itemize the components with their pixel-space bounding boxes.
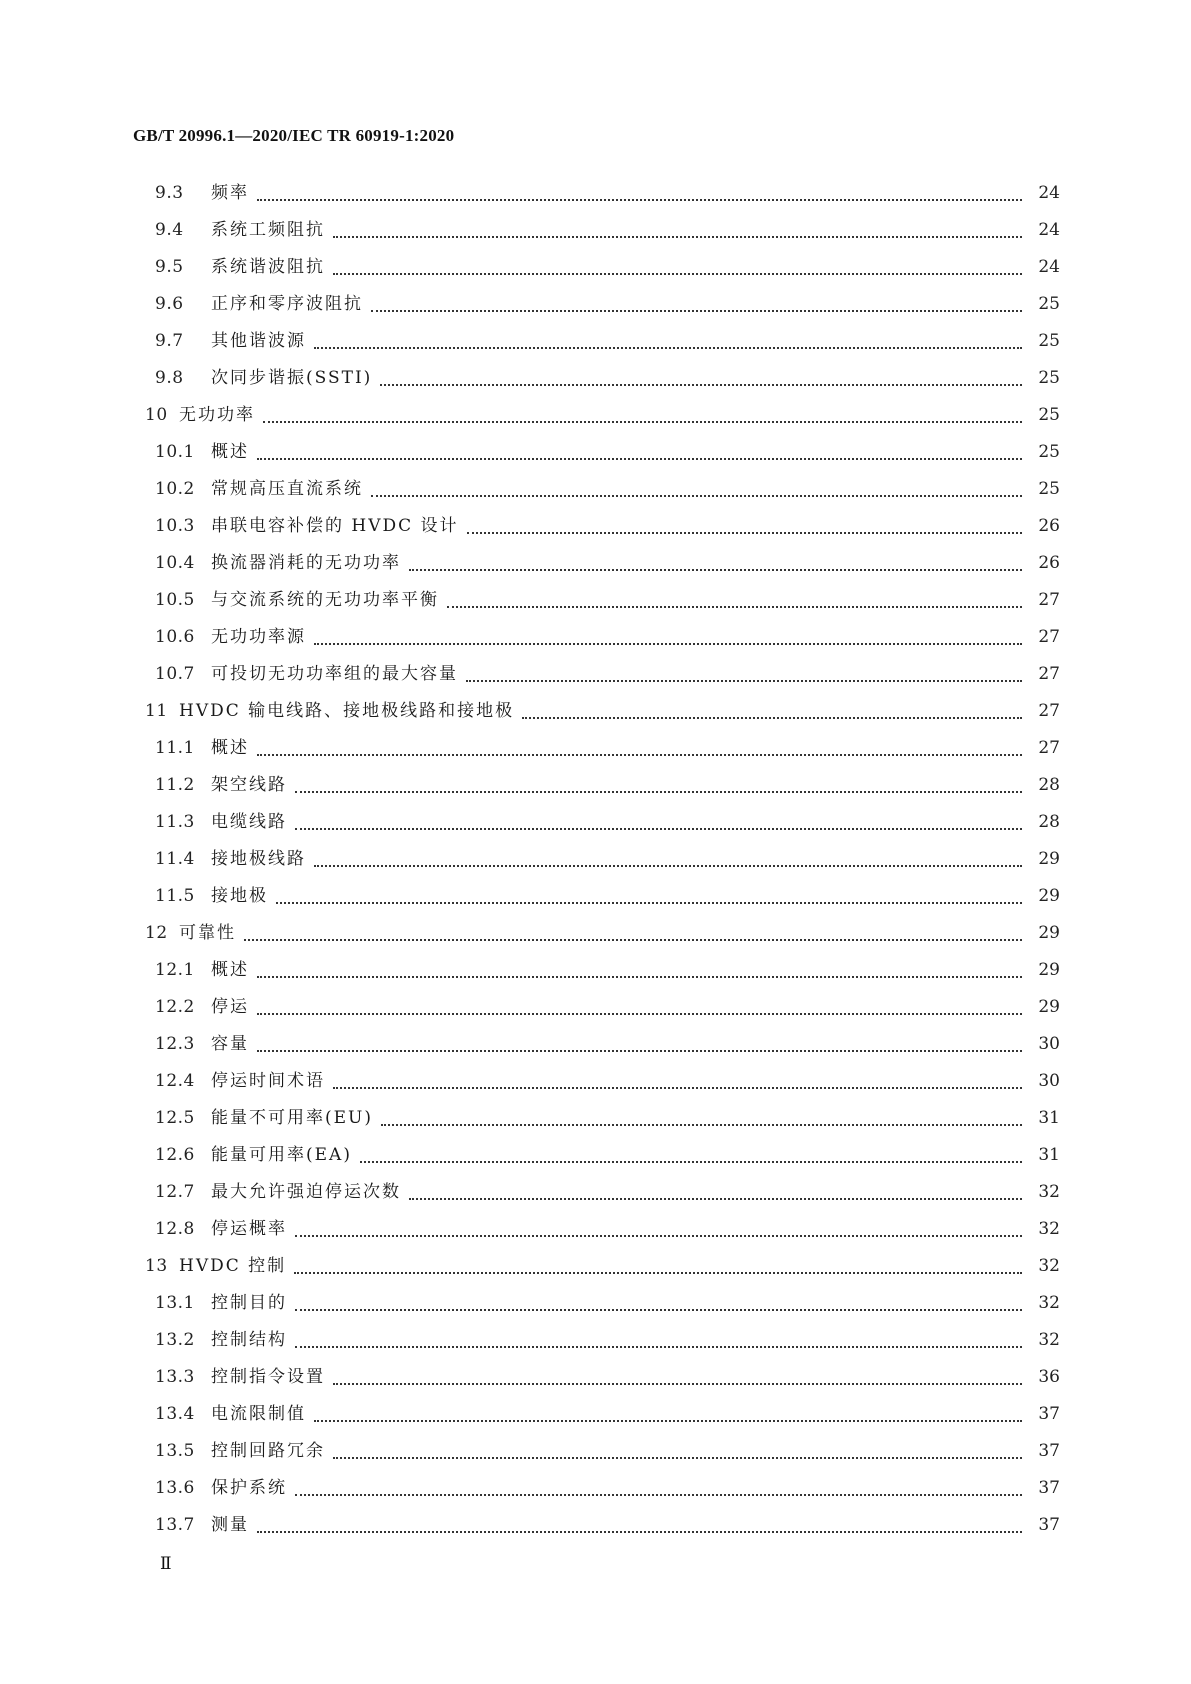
toc-dot-leader (257, 1531, 1022, 1533)
toc-entry-page: 37 (1038, 1441, 1060, 1461)
toc-entry[interactable] (133, 804, 1060, 841)
toc-dot-leader (295, 1235, 1022, 1237)
toc-entry-number: 9.3 (155, 183, 184, 203)
toc-entry-number: 10.2 (155, 479, 195, 499)
toc-entry-title: 接地极 (211, 886, 268, 906)
page-number: Ⅱ (160, 1554, 172, 1573)
toc-entry-number: 13.2 (155, 1330, 195, 1350)
toc-entry[interactable] (133, 767, 1060, 804)
toc-dot-leader (295, 791, 1022, 793)
toc-dot-leader (295, 1309, 1022, 1311)
toc-entry-page: 25 (1038, 294, 1060, 314)
toc-dot-leader (314, 865, 1022, 867)
toc-entry-page: 25 (1038, 442, 1060, 462)
toc-entry-title: 系统谐波阻抗 (211, 257, 325, 277)
toc-entry-page: 30 (1038, 1071, 1060, 1091)
toc-entry-number: 12.1 (155, 960, 195, 980)
toc-entry-page: 29 (1038, 886, 1060, 906)
toc-entry-title: 换流器消耗的无功功率 (211, 553, 401, 573)
toc-entry-page: 26 (1038, 553, 1060, 573)
toc-entry[interactable] (133, 693, 1060, 730)
toc-entry-title: 概述 (211, 442, 249, 462)
toc-dot-leader (257, 1013, 1022, 1015)
toc-entry-title: 电流限制值 (211, 1404, 306, 1424)
toc-dot-leader (295, 1494, 1022, 1496)
toc-entry-number: 12.2 (155, 997, 195, 1017)
toc-entry-number: 12.8 (155, 1219, 195, 1239)
toc-entry[interactable] (133, 1248, 1060, 1285)
table-of-contents (133, 175, 1060, 1544)
toc-entry-title: 架空线路 (211, 775, 287, 795)
toc-entry-title: 停运时间术语 (211, 1071, 325, 1091)
toc-entry-number: 13.7 (155, 1515, 195, 1535)
toc-entry-page: 31 (1038, 1108, 1060, 1128)
toc-dot-leader (447, 606, 1022, 608)
toc-entry-page: 28 (1038, 812, 1060, 832)
toc-entry-page: 31 (1038, 1145, 1060, 1165)
toc-entry-page: 27 (1038, 738, 1060, 758)
toc-entry-page: 25 (1038, 368, 1060, 388)
toc-entry[interactable] (133, 1211, 1060, 1248)
toc-entry-number: 9.8 (155, 368, 184, 388)
toc-entry-page: 25 (1038, 479, 1060, 499)
toc-entry-number: 11.1 (155, 738, 195, 758)
toc-entry-number: 9.5 (155, 257, 184, 277)
toc-entry-page: 37 (1038, 1515, 1060, 1535)
toc-dot-leader (314, 643, 1022, 645)
toc-entry-title: 与交流系统的无功功率平衡 (211, 590, 439, 610)
toc-entry-page: 32 (1038, 1219, 1060, 1239)
toc-entry-number: 10.6 (155, 627, 195, 647)
toc-entry-number: 9.7 (155, 331, 184, 351)
toc-entry-page: 29 (1038, 923, 1060, 943)
toc-entry-number: 13.1 (155, 1293, 195, 1313)
toc-entry-title: 串联电容补偿的 HVDC 设计 (211, 516, 459, 536)
toc-entry[interactable] (133, 656, 1060, 693)
toc-dot-leader (333, 1087, 1022, 1089)
toc-entry-number: 11.2 (155, 775, 195, 795)
toc-entry[interactable] (133, 841, 1060, 878)
toc-entry[interactable] (133, 619, 1060, 656)
toc-dot-leader (257, 458, 1022, 460)
toc-entry-page: 29 (1038, 849, 1060, 869)
toc-dot-leader (314, 1420, 1022, 1422)
toc-entry[interactable] (133, 360, 1060, 397)
document-header: GB/T 20996.1—2020/IEC TR 60919-1:2020 (133, 126, 455, 145)
toc-dot-leader (380, 384, 1022, 386)
toc-entry[interactable] (133, 582, 1060, 619)
toc-entry-page: 25 (1038, 405, 1060, 425)
toc-dot-leader (263, 421, 1022, 423)
toc-entry[interactable] (133, 175, 1060, 212)
toc-entry-title: 可靠性 (179, 923, 236, 943)
toc-entry-number: 12 (145, 923, 168, 943)
toc-entry[interactable] (133, 286, 1060, 323)
toc-entry-number: 12.7 (155, 1182, 195, 1202)
toc-entry[interactable] (133, 545, 1060, 582)
toc-dot-leader (295, 1346, 1022, 1348)
toc-entry-number: 10.4 (155, 553, 195, 573)
toc-entry-page: 30 (1038, 1034, 1060, 1054)
toc-entry[interactable] (133, 1063, 1060, 1100)
toc-entry-title: 控制指令设置 (211, 1367, 325, 1387)
toc-entry-page: 28 (1038, 775, 1060, 795)
toc-entry[interactable] (133, 1433, 1060, 1470)
toc-entry[interactable] (133, 1026, 1060, 1063)
toc-entry-page: 27 (1038, 627, 1060, 647)
toc-entry-page: 26 (1038, 516, 1060, 536)
toc-entry[interactable] (133, 1470, 1060, 1507)
toc-entry-number: 9.4 (155, 220, 184, 240)
toc-entry-title: 系统工频阻抗 (211, 220, 325, 240)
toc-entry[interactable] (133, 323, 1060, 360)
toc-entry-title: 接地极线路 (211, 849, 306, 869)
toc-dot-leader (371, 495, 1022, 497)
toc-entry-title: 概述 (211, 738, 249, 758)
toc-dot-leader (276, 902, 1022, 904)
toc-entry-title: 容量 (211, 1034, 249, 1054)
toc-entry-number: 10.7 (155, 664, 195, 684)
toc-dot-leader (257, 976, 1022, 978)
toc-entry[interactable] (133, 878, 1060, 915)
toc-entry-number: 12.4 (155, 1071, 195, 1091)
toc-entry-number: 10.1 (155, 442, 195, 462)
toc-entry-page: 24 (1038, 220, 1060, 240)
toc-entry-number: 10.3 (155, 516, 195, 536)
toc-entry-number: 10.5 (155, 590, 195, 610)
toc-entry[interactable] (133, 1507, 1060, 1544)
toc-dot-leader (333, 236, 1022, 238)
toc-entry-number: 12.6 (155, 1145, 195, 1165)
toc-entry[interactable] (133, 952, 1060, 989)
toc-entry-number: 9.6 (155, 294, 184, 314)
toc-entry[interactable] (133, 471, 1060, 508)
toc-entry-title: 频率 (211, 183, 249, 203)
toc-dot-leader (295, 828, 1022, 830)
toc-entry[interactable] (133, 434, 1060, 471)
toc-dot-leader (466, 680, 1022, 682)
toc-entry-title: 正序和零序波阻抗 (211, 294, 363, 314)
toc-entry-number: 13.3 (155, 1367, 195, 1387)
toc-entry-page: 36 (1038, 1367, 1060, 1387)
toc-dot-leader (257, 754, 1022, 756)
toc-entry-title: 可投切无功功率组的最大容量 (211, 664, 458, 684)
toc-dot-leader (333, 273, 1022, 275)
toc-dot-leader (314, 347, 1022, 349)
toc-entry-page: 27 (1038, 701, 1060, 721)
toc-entry-title: 测量 (211, 1515, 249, 1535)
toc-dot-leader (409, 569, 1022, 571)
toc-dot-leader (244, 939, 1022, 941)
toc-entry-title: 停运概率 (211, 1219, 287, 1239)
toc-entry-title: 最大允许强迫停运次数 (211, 1182, 401, 1202)
toc-entry[interactable] (133, 730, 1060, 767)
toc-entry-number: 11.3 (155, 812, 195, 832)
toc-entry[interactable] (133, 915, 1060, 952)
toc-entry-title: HVDC 输电线路、接地极线路和接地极 (179, 701, 515, 721)
toc-entry-page: 32 (1038, 1182, 1060, 1202)
toc-entry-page: 32 (1038, 1293, 1060, 1313)
toc-entry-page: 25 (1038, 331, 1060, 351)
toc-dot-leader (257, 199, 1022, 201)
toc-entry-number: 13 (145, 1256, 168, 1276)
toc-entry[interactable] (133, 1174, 1060, 1211)
toc-entry-number: 11 (145, 701, 168, 721)
toc-entry-page: 29 (1038, 997, 1060, 1017)
toc-entry-title: 其他谐波源 (211, 331, 306, 351)
toc-entry-title: 无功功率源 (211, 627, 306, 647)
toc-entry[interactable] (133, 397, 1060, 434)
toc-entry-title: 停运 (211, 997, 249, 1017)
toc-entry-number: 13.4 (155, 1404, 195, 1424)
toc-entry-title: 无功功率 (179, 405, 255, 425)
toc-entry-title: 电缆线路 (211, 812, 287, 832)
toc-entry-page: 29 (1038, 960, 1060, 980)
toc-dot-leader (333, 1383, 1022, 1385)
toc-entry-title: 常规高压直流系统 (211, 479, 363, 499)
toc-entry-title: HVDC 控制 (179, 1256, 287, 1276)
toc-entry[interactable] (133, 1322, 1060, 1359)
toc-entry-page: 27 (1038, 590, 1060, 610)
toc-dot-leader (522, 717, 1022, 719)
toc-dot-leader (333, 1457, 1022, 1459)
toc-dot-leader (467, 532, 1022, 534)
toc-entry-page: 27 (1038, 664, 1060, 684)
toc-entry[interactable] (133, 212, 1060, 249)
toc-entry[interactable] (133, 1137, 1060, 1174)
toc-entry-page: 37 (1038, 1478, 1060, 1498)
toc-entry[interactable] (133, 508, 1060, 545)
toc-dot-leader (371, 310, 1022, 312)
toc-entry-title: 次同步谐振(SSTI) (211, 368, 373, 388)
toc-entry[interactable] (133, 1396, 1060, 1433)
toc-entry-title: 控制回路冗余 (211, 1441, 325, 1461)
toc-entry-number: 12.3 (155, 1034, 195, 1054)
toc-entry[interactable] (133, 249, 1060, 286)
toc-entry[interactable] (133, 989, 1060, 1026)
toc-dot-leader (294, 1272, 1022, 1274)
toc-entry-title: 能量可用率(EA) (211, 1145, 352, 1165)
toc-entry-number: 12.5 (155, 1108, 195, 1128)
toc-entry-page: 32 (1038, 1330, 1060, 1350)
toc-entry-number: 11.5 (155, 886, 195, 906)
toc-entry-title: 控制结构 (211, 1330, 287, 1350)
toc-entry-page: 24 (1038, 257, 1060, 277)
toc-entry-number: 11.4 (155, 849, 195, 869)
toc-entry-title: 能量不可用率(EU) (211, 1108, 374, 1128)
toc-entry-number: 10 (145, 405, 168, 425)
toc-dot-leader (360, 1161, 1022, 1163)
toc-dot-leader (409, 1198, 1022, 1200)
toc-entry[interactable] (133, 1100, 1060, 1137)
toc-dot-leader (257, 1050, 1022, 1052)
toc-entry-number: 13.6 (155, 1478, 195, 1498)
toc-entry-page: 37 (1038, 1404, 1060, 1424)
toc-entry-title: 概述 (211, 960, 249, 980)
toc-entry-number: 13.5 (155, 1441, 195, 1461)
toc-entry-title: 保护系统 (211, 1478, 287, 1498)
toc-entry-title: 控制目的 (211, 1293, 287, 1313)
toc-entry-page: 24 (1038, 183, 1060, 203)
toc-entry-page: 32 (1038, 1256, 1060, 1276)
toc-dot-leader (381, 1124, 1022, 1126)
toc-entry[interactable] (133, 1359, 1060, 1396)
toc-entry[interactable] (133, 1285, 1060, 1322)
